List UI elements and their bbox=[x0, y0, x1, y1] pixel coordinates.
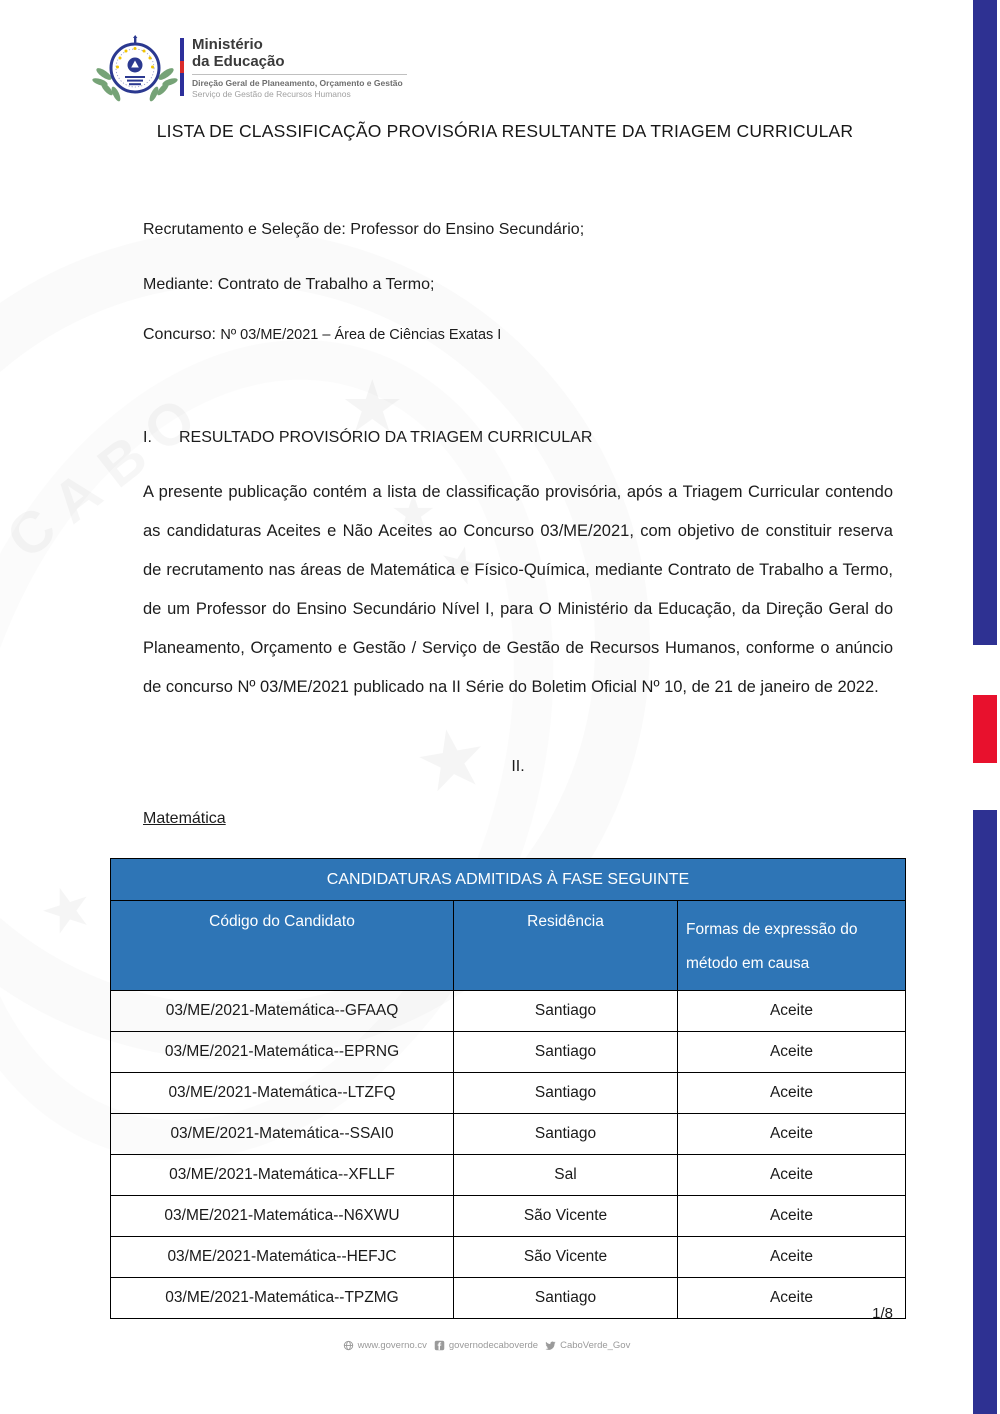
facebook-icon bbox=[434, 1340, 445, 1351]
logo-divider-bar bbox=[180, 38, 184, 96]
candidate-code: 03/ME/2021-Matemática--HEFJC bbox=[111, 1237, 454, 1278]
section-1-title: RESULTADO PROVISÓRIO DA TRIAGEM CURRICULAR bbox=[179, 429, 593, 446]
table-row bbox=[111, 1196, 906, 1237]
ministry-logo bbox=[92, 34, 407, 108]
candidate-residence: Sal bbox=[454, 1155, 678, 1196]
candidate-code: 03/ME/2021-Matemática--N6XWU bbox=[111, 1196, 454, 1237]
page-number: 1/8 bbox=[872, 1305, 893, 1322]
twitter-icon bbox=[545, 1340, 556, 1351]
table-row bbox=[111, 1278, 906, 1319]
candidate-code: 03/ME/2021-Matemática--LTZFQ bbox=[111, 1073, 454, 1114]
subject-matematica: Matemática bbox=[143, 810, 226, 827]
logo-rule bbox=[192, 74, 407, 75]
watermark-star bbox=[32, 873, 102, 947]
column-header-codigo: Código do Candidato bbox=[111, 901, 454, 991]
section-1-numeral: I. bbox=[143, 429, 152, 446]
candidate-status: Aceite bbox=[678, 1196, 906, 1237]
candidate-code: 03/ME/2021-Matemática--EPRNG bbox=[111, 1032, 454, 1073]
concurso-value: Nº 03/ME/2021 – Área de Ciências Exatas I bbox=[220, 327, 502, 343]
candidate-residence: Santiago bbox=[454, 1278, 678, 1319]
document-title: LISTA DE CLASSIFICAÇÃO PROVISÓRIA RESULTANTE DA TRIAGEM CURRICULAR bbox=[156, 121, 854, 141]
globe-icon bbox=[343, 1340, 354, 1351]
candidate-residence: Santiago bbox=[454, 1114, 678, 1155]
footer-social-bar bbox=[0, 1340, 973, 1351]
candidate-residence: São Vicente bbox=[454, 1237, 678, 1278]
footer-website: www.governo.cv bbox=[357, 1340, 427, 1351]
candidate-residence: Santiago bbox=[454, 1073, 678, 1114]
footer-twitter: CaboVerde_Gov bbox=[560, 1340, 631, 1351]
candidate-status: Aceite bbox=[678, 991, 906, 1032]
table-row bbox=[111, 1114, 906, 1155]
footer-facebook: governodecaboverde bbox=[448, 1340, 539, 1351]
candidate-status: Aceite bbox=[678, 1032, 906, 1073]
candidate-status: Aceite bbox=[678, 1278, 906, 1319]
table-row bbox=[111, 1237, 906, 1278]
concurso-line bbox=[143, 326, 501, 344]
candidate-status: Aceite bbox=[678, 1155, 906, 1196]
table-row bbox=[111, 1155, 906, 1196]
table-row bbox=[111, 1073, 906, 1114]
ministry-service: Serviço de Gestão de Recursos Humanos bbox=[192, 88, 351, 99]
candidate-code: 03/ME/2021-Matemática--XFLLF bbox=[111, 1155, 454, 1196]
recruitment-line: Recrutamento e Seleção de: Professor do Ensino Secundário; bbox=[143, 221, 585, 238]
edge-bar-blue-bottom bbox=[973, 810, 997, 1414]
column-header-formas: Formas de expressão do método em causa bbox=[678, 901, 906, 991]
section-1-heading bbox=[143, 429, 592, 447]
section-2-numeral: II. bbox=[511, 758, 525, 775]
candidates-table bbox=[110, 858, 906, 1319]
candidate-code: 03/ME/2021-Matemática--SSAI0 bbox=[111, 1114, 454, 1155]
section-1-paragraph: A presente publicação contém a lista de classificação provisória, após a Triagem Curricular contendo as candidaturas Aceites e Não Aceites ao Concurso 03/ME/2021, com objetivo de constituir reserva de recrutamento nas áreas de Matemática e Físico-Química, mediante Contrato de Trabalho a Termo, de um Professor do Ensino Secundário Nível I, para O Ministério da Educação, da Direção Geral do Planeamento, Orçamento e Gestão / Serviço de Gestão de Recursos Humanos, conforme o anúncio de concurso Nº 03/ME/2021 publicado na II Série do Boletim Oficial Nº 10, de 21 de janeiro de 2022. bbox=[143, 483, 893, 696]
table-row bbox=[111, 991, 906, 1032]
contract-line: Mediante: Contrato de Trabalho a Termo; bbox=[143, 276, 435, 293]
concurso-label: Concurso: bbox=[143, 326, 221, 343]
column-header-residencia: Residência bbox=[454, 901, 678, 991]
candidate-status: Aceite bbox=[678, 1114, 906, 1155]
cape-verde-emblem-icon bbox=[92, 34, 178, 108]
candidate-residence: Santiago bbox=[454, 991, 678, 1032]
ministry-name-line2: da Educação bbox=[192, 53, 285, 71]
candidate-code: 03/ME/2021-Matemática--TPZMG bbox=[111, 1278, 454, 1319]
candidate-status: Aceite bbox=[678, 1237, 906, 1278]
table-row bbox=[111, 1032, 906, 1073]
candidate-status: Aceite bbox=[678, 1073, 906, 1114]
table-title: CANDIDATURAS ADMITIDAS À FASE SEGUINTE bbox=[111, 859, 906, 901]
ministry-department: Direção Geral de Planeamento, Orçamento e Gestão bbox=[192, 77, 403, 88]
candidate-residence: Santiago bbox=[454, 1032, 678, 1073]
candidate-code: 03/ME/2021-Matemática--GFAAQ bbox=[111, 991, 454, 1032]
edge-bar-blue-top bbox=[973, 0, 997, 645]
edge-bar-red bbox=[973, 695, 997, 763]
ministry-name-line1: Ministério bbox=[192, 36, 263, 53]
candidate-residence: São Vicente bbox=[454, 1196, 678, 1237]
